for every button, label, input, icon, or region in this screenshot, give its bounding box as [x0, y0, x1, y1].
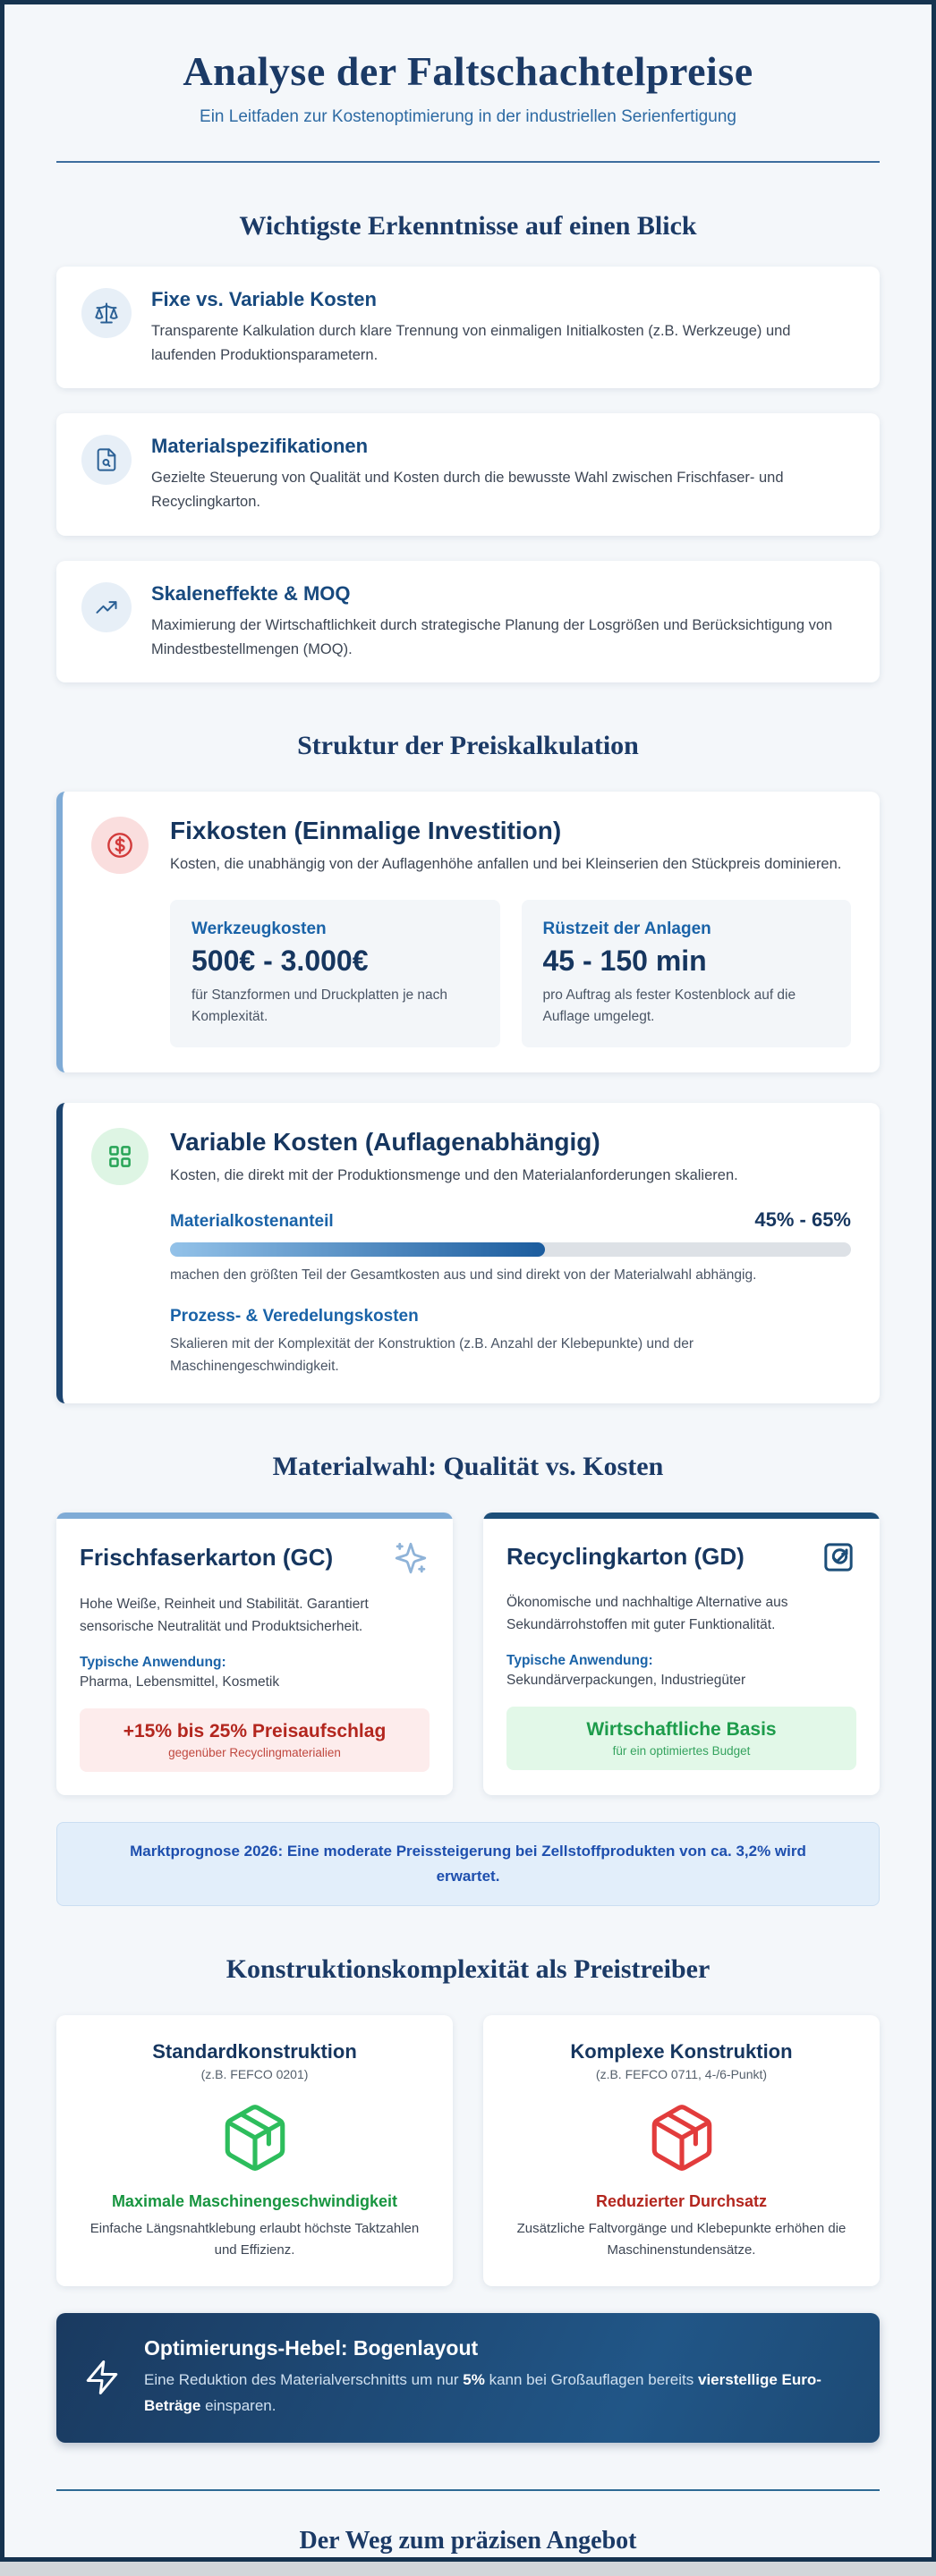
variable-costs-header	[91, 1128, 851, 1187]
complex-result: Reduzierter Durchsatz	[595, 2191, 768, 2210]
footer-divider	[56, 2489, 880, 2491]
fixed-costs-card	[56, 792, 880, 1072]
insights-heading: Wichtigste Erkenntnisse auf einen Blick	[239, 211, 697, 241]
insight-title: Fixe vs. Variable Kosten	[151, 288, 377, 310]
fixed-costs-header	[91, 817, 851, 876]
dollar-circle-icon	[106, 831, 134, 860]
application-value: Pharma, Lebensmittel, Kosmetik	[80, 1674, 280, 1690]
lightning-icon	[83, 2356, 121, 2399]
material-share-bar-track	[170, 1242, 851, 1257]
standard-result: Maximale Maschinengeschwindigkeit	[111, 2191, 398, 2210]
price-premium-caption: gegenüber Recyclingmaterialien	[168, 1745, 341, 1759]
package-icon	[218, 2101, 292, 2174]
trend-up-icon	[94, 595, 119, 620]
standard-construction-card	[56, 2015, 453, 2286]
insight-title: Materialspezifikationen	[151, 435, 369, 458]
icon-circle	[91, 1128, 149, 1185]
fresh-fiber-title: Frischfaserkarton (GC)	[80, 1544, 334, 1572]
material-share-row	[170, 1208, 851, 1232]
optimizer-title: Optimierungs-Hebel: Bogenlayout	[144, 2335, 479, 2360]
insight-title: Skaleneffekte & MOQ	[151, 581, 351, 605]
sparkles-icon	[392, 1539, 430, 1577]
material-share-label: Materialkostenanteil	[170, 1212, 334, 1232]
material-share-fill	[170, 1242, 545, 1257]
complex-title: Komplexe Konstruktion	[570, 2039, 793, 2063]
stat-caption: pro Auftrag als fester Kostenblock auf die Auflage umgelegt.	[542, 987, 796, 1024]
insight-card-fixe-vs-variable	[56, 267, 880, 388]
standard-subtitle: (z.B. FEFCO 0201)	[200, 2066, 309, 2081]
icon-circle	[81, 288, 132, 338]
stat-label: Rüstzeit der Anlagen	[542, 919, 711, 938]
header	[56, 4, 880, 163]
calculation-heading: Struktur der Preiskalkulation	[297, 731, 639, 761]
icon-circle	[81, 582, 132, 632]
recycled-title: Recyclingkarton (GD)	[506, 1543, 745, 1571]
material-heading: Materialwahl: Qualität vs. Kosten	[272, 1451, 664, 1481]
material-share-caption: machen den größten Teil der Gesamtkosten aus und sind direkt von der Materialwahl abhängig.	[170, 1267, 757, 1284]
economic-basis-caption: für ein optimiertes Budget	[612, 1743, 751, 1758]
page-subtitle: Ein Leitfaden zur Kostenoptimierung in der industriellen Serienfertigung	[200, 107, 736, 126]
market-forecast-banner: Marktprognose 2026: Eine moderate Preissteigerung bei Zellstoffprodukten von ca. 3,2% wird erwartet.	[56, 1822, 880, 1906]
variable-costs-card	[56, 1103, 880, 1403]
complex-construction-card	[483, 2015, 880, 2286]
process-costs-label: Prozess- & Veredelungskosten	[170, 1307, 419, 1326]
fixed-costs-body: Kosten, die unabhängig von der Auflagenhöhe anfallen und bei Kleinserien den Stückpreis dominieren.	[170, 856, 842, 873]
footer-heading: Der Weg zum präzisen Angebot	[299, 2526, 637, 2555]
optimizer-banner	[56, 2313, 880, 2443]
complex-subtitle: (z.B. FEFCO 0711, 4-/6-Punkt)	[595, 2066, 768, 2081]
package-icon	[645, 2101, 719, 2174]
stat-label: Werkzeugkosten	[191, 919, 327, 938]
process-costs-caption: Skalieren mit der Komplexität der Konstruktion (z.B. Anzahl der Klebepunkte) und der Maschinengeschwindigkeit.	[170, 1336, 694, 1374]
economic-basis-text: Wirtschaftliche Basis	[586, 1718, 777, 1740]
fixed-costs-stats	[170, 900, 851, 1047]
page-title: Analyse der Faltschachtelpreise	[183, 48, 753, 94]
application-label: Typische Anwendung:	[506, 1652, 653, 1668]
icon-circle	[81, 435, 132, 485]
standard-body: Einfache Längsnahtklebung erlaubt höchste Taktzahlen und Effizienz.	[89, 2220, 420, 2258]
material-share-value: 45% - 65%	[754, 1208, 851, 1232]
insight-card-materialspezifikationen	[56, 413, 880, 535]
file-search-icon	[94, 447, 119, 472]
stat-value: 45 - 150 min	[542, 944, 707, 977]
optimizer-text: Eine Reduktion des Materialverschnitts um nur 5% kann bei Großauflagen bereits vierstellige Euro-Beträge einsparen.	[144, 2370, 821, 2414]
variable-costs-body: Kosten, die direkt mit der Produktionsmenge und den Materialanforderungen skalieren.	[170, 1166, 738, 1183]
price-premium-text: +15% bis 25% Preisaufschlag	[123, 1720, 387, 1741]
construction-cards	[56, 2015, 880, 2286]
complex-body: Zusätzliche Faltvorgänge und Klebepunkte erhöhen die Maschinenstundensätze.	[516, 2220, 847, 2258]
insight-cards	[56, 267, 880, 682]
economic-basis-box	[506, 1707, 856, 1770]
variable-costs-title: Variable Kosten (Auflagenabhängig)	[170, 1127, 600, 1156]
grid-icon	[106, 1143, 133, 1170]
recycled-card	[483, 1513, 880, 1795]
insight-card-skaleneffekte	[56, 561, 880, 682]
insight-body: Maximierung der Wirtschaftlichkeit durch strategische Planung der Losgrößen und Berücksichtigung von Mindestbestellmengen (MOQ).	[151, 616, 833, 657]
variable-costs-details	[170, 1208, 851, 1378]
fixed-costs-title: Fixkosten (Einmalige Investition)	[170, 817, 562, 845]
icon-circle	[91, 817, 149, 874]
recycled-body: Ökonomische und nachhaltige Alternative aus Sekundärrohstoffen mit guter Funktionalität.	[506, 1594, 788, 1633]
fresh-fiber-card	[56, 1513, 453, 1795]
application-label: Typische Anwendung:	[80, 1654, 226, 1670]
standard-title: Standardkonstruktion	[152, 2039, 357, 2063]
price-premium-box	[80, 1708, 430, 1772]
material-cards	[56, 1513, 880, 1795]
stat-value: 500€ - 3.000€	[191, 944, 369, 977]
construction-heading: Konstruktionskomplexität als Preistreiber	[225, 1953, 711, 1984]
stat-caption: für Stanzformen und Druckplatten je nach Komplexität.	[191, 987, 448, 1024]
insight-body: Transparente Kalkulation durch klare Trennung von einmaligen Initialkosten (z.B. Werkzeuge) und laufenden Produktionsparametern.	[151, 323, 791, 363]
insight-body: Gezielte Steuerung von Qualität und Kosten durch die bewusste Wahl zwischen Frischfaser- und Recyclingkarton.	[151, 470, 784, 511]
scales-icon	[94, 301, 119, 326]
recycle-box-icon	[821, 1539, 856, 1575]
stat-werkzeugkosten	[170, 900, 500, 1047]
application-value: Sekundärverpackungen, Industriegüter	[506, 1672, 746, 1688]
stat-ruestzeit	[522, 900, 852, 1047]
header-divider	[56, 161, 880, 163]
fresh-fiber-body: Hohe Weiße, Reinheit und Stabilität. Garantiert sensorische Neutralität und Produktsicherheit.	[80, 1596, 369, 1635]
